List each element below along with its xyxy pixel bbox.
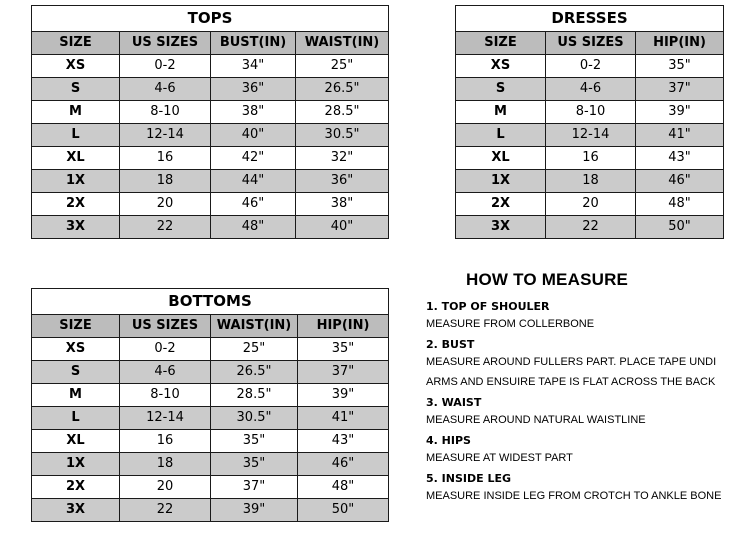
column-header: HIP(IN) — [636, 32, 724, 55]
table-cell: 4-6 — [120, 78, 211, 101]
table-row — [32, 499, 389, 522]
table-cell: 41" — [636, 124, 724, 147]
table-cell: 20 — [120, 193, 211, 216]
table-cell: 37" — [298, 361, 389, 384]
table-row — [32, 193, 389, 216]
table-cell: 46" — [636, 170, 724, 193]
measure-step — [426, 396, 750, 430]
column-header: BUST(IN) — [211, 32, 296, 55]
column-header: US SIZES — [120, 32, 211, 55]
table-cell: 38" — [211, 101, 296, 124]
table-cell: 3X — [32, 216, 120, 239]
table-row — [456, 170, 724, 193]
table-cell: 16 — [120, 430, 211, 453]
how-to-measure-title: HOW TO MEASURE — [466, 270, 629, 289]
table-cell: 22 — [546, 216, 636, 239]
table-row — [32, 147, 389, 170]
table-cell: XL — [456, 147, 546, 170]
column-header: SIZE — [456, 32, 546, 55]
table-cell: 42" — [211, 147, 296, 170]
table-cell: S — [456, 78, 546, 101]
measure-step — [426, 472, 750, 506]
table-row — [32, 407, 389, 430]
table-row — [456, 147, 724, 170]
table-cell: 36" — [211, 78, 296, 101]
table-cell: 4-6 — [546, 78, 636, 101]
table-cell: 12-14 — [120, 407, 211, 430]
step-heading: 3. WAIST — [426, 396, 482, 409]
table-cell: 34" — [211, 55, 296, 78]
table-cell: L — [456, 124, 546, 147]
table-cell: 2X — [32, 193, 120, 216]
table-cell: 28.5" — [211, 384, 298, 407]
table-cell: 50" — [636, 216, 724, 239]
column-header: US SIZES — [120, 315, 211, 338]
table-cell: 12-14 — [546, 124, 636, 147]
table-cell: 0-2 — [120, 55, 211, 78]
step-heading: 2. BUST — [426, 338, 475, 351]
column-header: HIP(IN) — [298, 315, 389, 338]
column-header: WAIST(IN) — [211, 315, 298, 338]
table-row — [32, 430, 389, 453]
table-cell: 16 — [546, 147, 636, 170]
tops-title: TOPS — [32, 6, 389, 32]
bottoms-header-row — [32, 315, 389, 338]
table-row — [456, 193, 724, 216]
table-cell: 39" — [211, 499, 298, 522]
table-cell: XL — [32, 147, 120, 170]
table-cell: M — [32, 101, 120, 124]
table-cell: 46" — [211, 193, 296, 216]
table-cell: XS — [32, 338, 120, 361]
table-cell: 40" — [296, 216, 389, 239]
table-cell: 30.5" — [211, 407, 298, 430]
table-row — [32, 384, 389, 407]
column-header: WAIST(IN) — [296, 32, 389, 55]
table-cell: 18 — [120, 170, 211, 193]
table-cell: 44" — [211, 170, 296, 193]
dresses-header-row — [456, 32, 724, 55]
table-cell: 4-6 — [120, 361, 211, 384]
table-cell: 16 — [120, 147, 211, 170]
bottoms-title: BOTTOMS — [32, 289, 389, 315]
table-row — [32, 101, 389, 124]
table-cell: 25" — [211, 338, 298, 361]
table-cell: 32" — [296, 147, 389, 170]
step-heading: 4. HIPS — [426, 434, 471, 447]
table-cell: 39" — [298, 384, 389, 407]
table-row — [456, 55, 724, 78]
table-cell: 43" — [298, 430, 389, 453]
step-heading: 1. TOP OF SHOULER — [426, 300, 550, 313]
table-cell: 35" — [211, 430, 298, 453]
table-cell: 26.5" — [211, 361, 298, 384]
column-header: SIZE — [32, 315, 120, 338]
table-cell: 22 — [120, 499, 211, 522]
table-cell: 39" — [636, 101, 724, 124]
measure-steps — [426, 300, 750, 506]
table-cell: 40" — [211, 124, 296, 147]
table-cell: XS — [32, 55, 120, 78]
measure-step — [426, 300, 750, 334]
table-cell: 2X — [32, 476, 120, 499]
table-cell: 8-10 — [546, 101, 636, 124]
step-description: MEASURE FROM COLLERBONE — [426, 318, 595, 330]
step-description: ARMS AND ENSUIRE TAPE IS FLAT ACROSS THE BACK — [426, 376, 716, 388]
table-cell: 3X — [32, 499, 120, 522]
tops-size-table — [31, 5, 389, 239]
table-row — [456, 78, 724, 101]
table-cell: 46" — [298, 453, 389, 476]
table-row — [32, 170, 389, 193]
table-cell: M — [32, 384, 120, 407]
dresses-title: DRESSES — [456, 6, 724, 32]
table-cell: 48" — [211, 216, 296, 239]
table-cell: 26.5" — [296, 78, 389, 101]
table-row — [32, 78, 389, 101]
table-cell: S — [32, 361, 120, 384]
table-cell: 43" — [636, 147, 724, 170]
table-cell: 20 — [120, 476, 211, 499]
table-cell: 18 — [120, 453, 211, 476]
table-row — [32, 216, 389, 239]
tops-header-row — [32, 32, 389, 55]
measure-step — [426, 434, 750, 468]
table-cell: 0-2 — [546, 55, 636, 78]
table-cell: 20 — [546, 193, 636, 216]
table-cell: 2X — [456, 193, 546, 216]
table-cell: S — [32, 78, 120, 101]
table-row — [32, 124, 389, 147]
table-cell: 35" — [298, 338, 389, 361]
column-header: US SIZES — [546, 32, 636, 55]
table-row — [456, 216, 724, 239]
table-cell: 35" — [211, 453, 298, 476]
table-cell: 8-10 — [120, 384, 211, 407]
table-cell: 12-14 — [120, 124, 211, 147]
step-heading: 5. INSIDE LEG — [426, 472, 512, 485]
dresses-size-table — [455, 5, 724, 239]
table-row — [32, 361, 389, 384]
table-cell: 35" — [636, 55, 724, 78]
step-description: MEASURE AROUND NATURAL WAISTLINE — [426, 414, 646, 426]
table-cell: 18 — [546, 170, 636, 193]
table-cell: XL — [32, 430, 120, 453]
table-cell: 38" — [296, 193, 389, 216]
table-row — [32, 453, 389, 476]
table-cell: 1X — [32, 453, 120, 476]
table-cell: 48" — [636, 193, 724, 216]
table-cell: XS — [456, 55, 546, 78]
table-cell: 48" — [298, 476, 389, 499]
table-row — [32, 338, 389, 361]
table-cell: 1X — [456, 170, 546, 193]
table-cell: 3X — [456, 216, 546, 239]
table-cell: 8-10 — [120, 101, 211, 124]
table-cell: M — [456, 101, 546, 124]
table-cell: 50" — [298, 499, 389, 522]
table-cell: 30.5" — [296, 124, 389, 147]
table-cell: 1X — [32, 170, 120, 193]
table-cell: 22 — [120, 216, 211, 239]
step-description: MEASURE AROUND FULLERS PART. PLACE TAPE UNDI — [426, 356, 717, 368]
bottoms-size-table — [31, 288, 389, 522]
table-cell: 28.5" — [296, 101, 389, 124]
table-cell: L — [32, 124, 120, 147]
table-row — [32, 55, 389, 78]
table-cell: 37" — [636, 78, 724, 101]
table-row — [456, 101, 724, 124]
measure-step — [426, 338, 750, 392]
table-cell: 0-2 — [120, 338, 211, 361]
table-cell: 37" — [211, 476, 298, 499]
step-description: MEASURE AT WIDEST PART — [426, 452, 573, 464]
table-row — [32, 476, 389, 499]
table-cell: 36" — [296, 170, 389, 193]
how-to-measure-section — [426, 266, 750, 506]
table-cell: L — [32, 407, 120, 430]
table-cell: 25" — [296, 55, 389, 78]
column-header: SIZE — [32, 32, 120, 55]
table-cell: 41" — [298, 407, 389, 430]
table-row — [456, 124, 724, 147]
step-description: MEASURE INSIDE LEG FROM CROTCH TO ANKLE BONE — [426, 490, 722, 502]
